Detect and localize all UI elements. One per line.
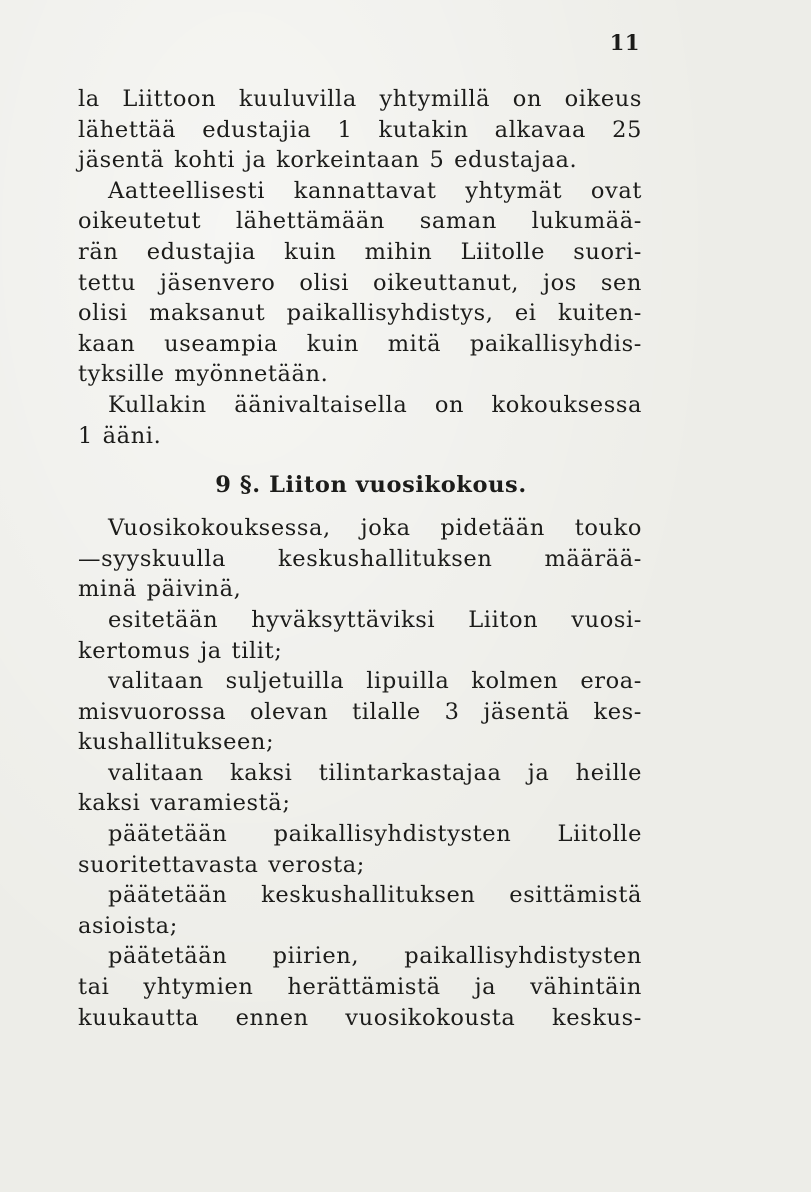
- text-line: kushallitukseen;: [78, 729, 275, 756]
- text-line: Kullakin äänivaltaisella on kokouksessa: [108, 391, 642, 418]
- text-line: kaksi varamiestä;: [78, 790, 291, 817]
- text-line: rän edustajia kuin mihin Liitolle suori-: [78, 238, 642, 265]
- text-line: päätetään keskushallituksen esittämistä: [108, 882, 642, 909]
- text-line: jäsentä kohti ja korkeintaan 5 edustajaa.: [78, 147, 578, 174]
- paragraph-membership-representation: [78, 84, 642, 451]
- text-line: kertomus ja tilit;: [78, 637, 283, 664]
- paragraph-annual-meeting: [78, 513, 642, 1033]
- body-text: [78, 84, 642, 1033]
- text-line: la Liittoon kuuluvilla yhtymillä on oikeus: [78, 86, 642, 112]
- text-line: lähettää edustajia 1 kutakin alkavaa 25: [78, 116, 642, 143]
- text-line: —syyskuulla keskushallituksen määrää-: [78, 545, 642, 572]
- text-line: päätetään piirien, paikallisyhdistysten: [108, 943, 642, 970]
- text-line: tettu jäsenvero olisi oikeuttanut, jos sen: [78, 269, 642, 296]
- text-line: esitetään hyväksyttäviksi Liiton vuosi-: [108, 606, 642, 633]
- text-line: suoritettavasta verosta;: [78, 851, 365, 878]
- text-line: päätetään paikallisyhdistysten Liitolle: [108, 821, 642, 848]
- text-line: misvuorossa olevan tilalle 3 jäsentä kes-: [78, 698, 642, 725]
- page-number: 11: [609, 30, 640, 55]
- text-line: tai yhtymien herättämistä ja vähintäin: [78, 974, 642, 1001]
- text-line: valitaan kaksi tilintarkastajaa ja heille: [108, 759, 642, 786]
- text-line: Vuosikokouksessa, joka pidetään touko: [108, 515, 642, 542]
- text-line: asioista;: [78, 912, 178, 939]
- text-line: olisi maksanut paikallisyhdistys, ei kuiten-: [78, 300, 642, 327]
- text-line: tyksille myönnetään.: [78, 361, 329, 388]
- text-line: kaan useampia kuin mitä paikallisyhdis-: [78, 330, 642, 357]
- text-line: kuukautta ennen vuosikokousta keskus-: [78, 1004, 642, 1031]
- text-line: valitaan suljetuilla lipuilla kolmen eroa-: [108, 668, 642, 695]
- section-heading: 9 §. Liiton vuosikokous.: [215, 472, 527, 499]
- text-line: oikeutetut lähettämään saman lukumää-: [78, 208, 642, 235]
- text-line: minä päivinä,: [78, 576, 242, 603]
- text-line: Aatteellisesti kannattavat yhtymät ovat: [108, 177, 642, 204]
- text-line: 1 ääni.: [78, 422, 162, 449]
